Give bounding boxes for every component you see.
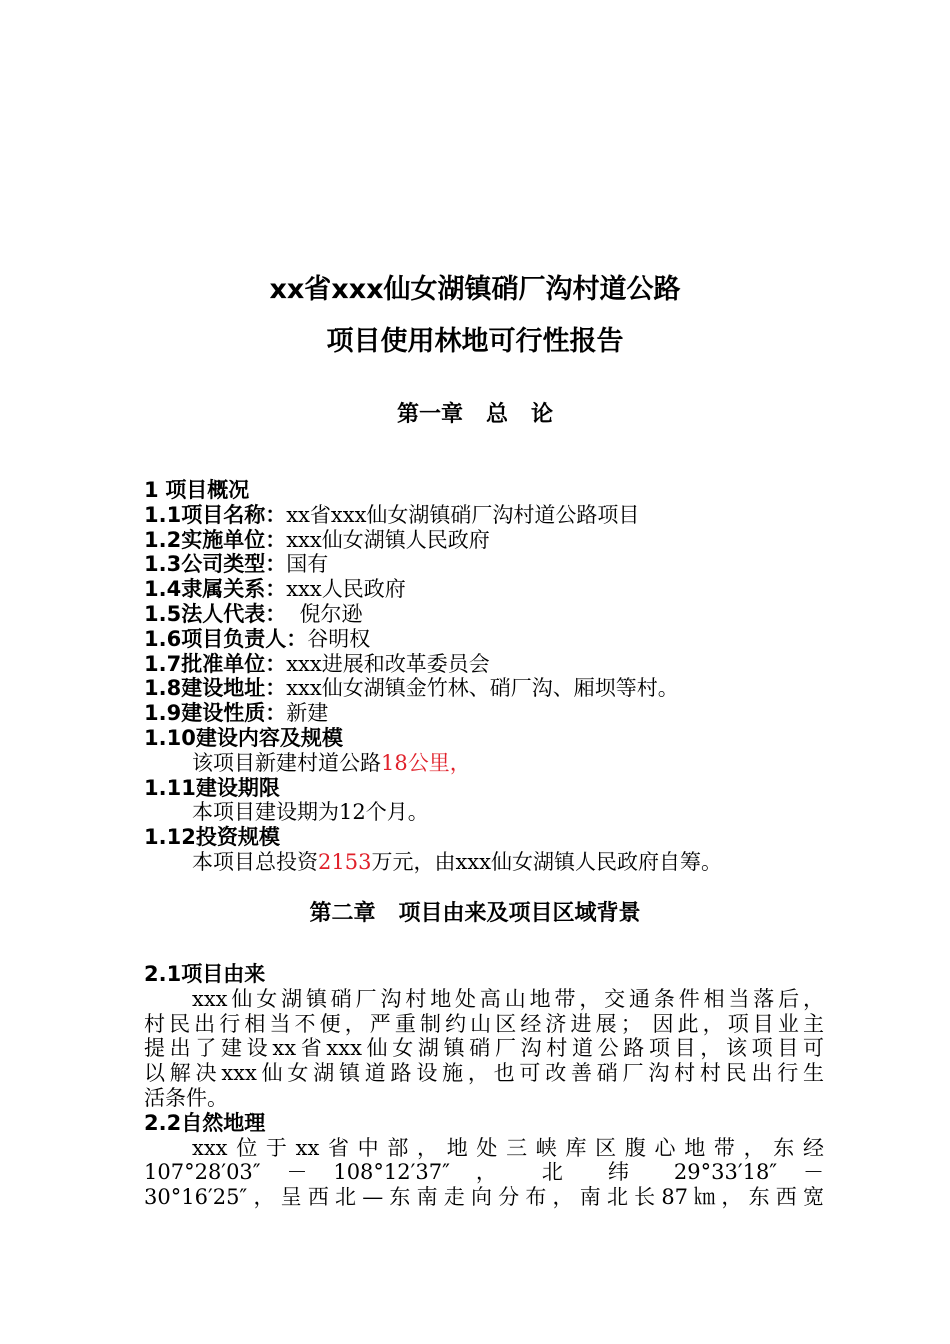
item-1-5 xyxy=(144,602,824,627)
item-number: 2.1 xyxy=(144,962,182,986)
item-number: 1.10 xyxy=(144,725,196,750)
paragraph-line: 以解决xxx仙女湖镇道路设施，也可改善硝厂沟村村民出行生 xyxy=(144,1061,824,1086)
item-1-11-text: 本项目建设期为12个月。 xyxy=(192,800,429,825)
item-number: 1.12 xyxy=(144,825,196,850)
item-number: 2.2 xyxy=(144,1110,182,1135)
item-1-3 xyxy=(144,552,824,577)
item-label: 投资规模 xyxy=(195,825,280,850)
item-value: 新建 xyxy=(286,701,329,726)
item-number: 1.5 xyxy=(144,601,182,626)
document-title-line2: 项目使用林地可行性报告 xyxy=(326,326,624,357)
item-number: 1.11 xyxy=(144,775,196,800)
item-1-11-heading xyxy=(144,776,824,801)
item-label: 公司类型： xyxy=(181,552,287,577)
item-text: 万元，由xxx仙女湖镇人民政府自筹。 xyxy=(371,849,722,874)
paragraph-line: 30°16′25″，呈西北—东南走向分布，南北长87㎞，东西宽 xyxy=(144,1185,824,1210)
item-value: xxx仙女湖镇金竹林、硝厂沟、厢坝等村。 xyxy=(286,676,679,701)
chapter-1-heading: 第一章 总 论 xyxy=(397,402,553,427)
item-text: 该项目新建村道公路 xyxy=(192,750,381,775)
item-label: 建设性质： xyxy=(181,701,287,726)
item-1-10-text xyxy=(144,751,824,776)
item-number: 1.7 xyxy=(144,651,182,676)
section-number: 1 xyxy=(144,478,159,502)
item-1-4 xyxy=(144,577,824,602)
item-number: 1.2 xyxy=(144,527,182,552)
item-1-2 xyxy=(144,528,824,553)
item-label: 项目由来 xyxy=(181,962,266,986)
item-1-10-heading xyxy=(144,726,824,751)
item-1-8 xyxy=(144,676,824,701)
item-value: xx省xxx仙女湖镇硝厂沟村道公路项目 xyxy=(286,502,640,527)
item-1-6 xyxy=(144,627,824,652)
item-label: 建设内容及规模 xyxy=(195,725,343,750)
item-value: 倪尔逊 xyxy=(286,601,363,626)
item-label: 实施单位： xyxy=(181,527,287,552)
section-1-heading xyxy=(144,478,824,503)
highlight-text: 2153 xyxy=(318,849,372,874)
paragraph-line: 提出了建设xx省xxx仙女湖镇硝厂沟村道公路项目，该项目可 xyxy=(144,1036,824,1061)
section-title: 项目概况 xyxy=(165,478,250,502)
item-1-7 xyxy=(144,652,824,677)
item-label: 建设地址： xyxy=(181,676,287,701)
item-1-9 xyxy=(144,701,824,726)
item-value: xxx进展和改革委员会 xyxy=(286,651,490,676)
section-2-1-heading xyxy=(144,962,824,987)
paragraph-line: 107°28′03″ － 108°12′37″ ， 北 纬 29°33′18″ － xyxy=(144,1160,824,1185)
item-label: 项目名称： xyxy=(181,502,287,527)
paragraph-line: xxx位于xx省中部，地处三峡库区腹心地带，东经 xyxy=(192,1135,824,1160)
paragraph-line: 活条件。 xyxy=(144,1085,228,1110)
section-1-block xyxy=(144,478,824,875)
section-2-block xyxy=(144,962,824,1210)
paragraph-line: 村民出行相当不便，严重制约山区经济进展； 因此，项目业主 xyxy=(144,1011,824,1036)
item-label: 项目负责人： xyxy=(181,626,308,651)
item-value: xxx人民政府 xyxy=(286,577,406,602)
item-value: 谷明权 xyxy=(307,626,371,651)
item-value: 国有 xyxy=(286,552,329,577)
item-number: 1.6 xyxy=(144,626,182,651)
item-1-1 xyxy=(144,503,824,528)
item-number: 1.9 xyxy=(144,701,182,726)
item-number: 1.3 xyxy=(144,552,182,577)
item-label: 建设期限 xyxy=(195,775,280,800)
item-label: 自然地理 xyxy=(181,1110,266,1135)
section-2-2-heading xyxy=(144,1111,824,1136)
item-1-12-heading xyxy=(144,825,824,850)
document-title-line1: xx省xxx仙女湖镇硝厂沟村道公路 xyxy=(269,274,681,305)
item-value: xxx仙女湖镇人民政府 xyxy=(286,527,490,552)
item-label: 批准单位： xyxy=(181,651,287,676)
item-text: 本项目总投资 xyxy=(192,849,318,874)
item-1-12-text xyxy=(144,850,824,875)
paragraph-line: xxx仙女湖镇硝厂沟村地处高山地带，交通条件相当落后， xyxy=(192,986,824,1011)
item-label: 隶属关系： xyxy=(181,577,287,602)
item-number: 1.8 xyxy=(144,676,182,701)
highlight-text: 18公里， xyxy=(381,750,471,775)
chapter-2-heading: 第二章 项目由来及项目区域背景 xyxy=(309,901,641,926)
item-label: 法人代表： xyxy=(181,601,287,626)
item-number: 1.4 xyxy=(144,577,182,602)
item-number: 1.1 xyxy=(144,502,182,527)
